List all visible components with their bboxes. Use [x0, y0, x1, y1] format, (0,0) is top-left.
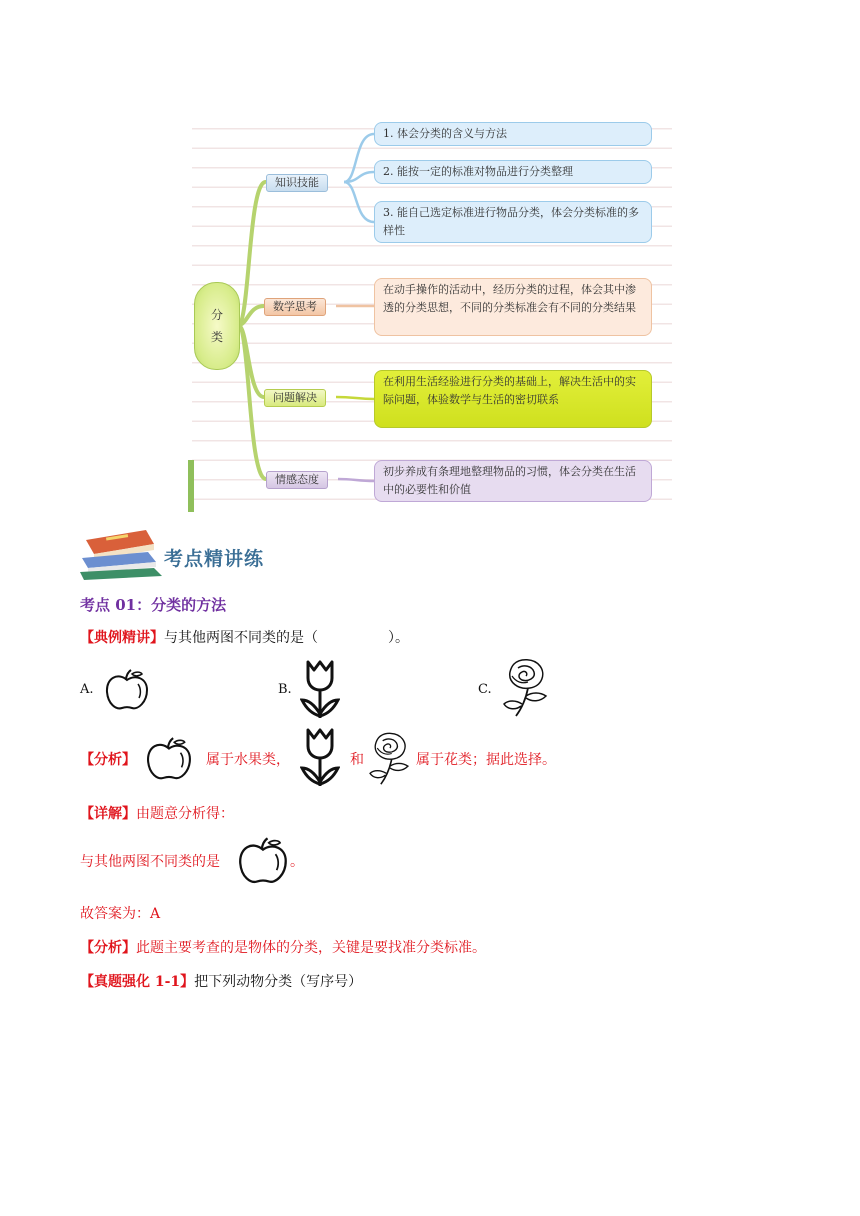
practice: [80, 972, 362, 992]
example-tag: 【典例精讲】: [80, 630, 164, 646]
rose-icon: [500, 656, 550, 718]
example-question: [80, 628, 409, 648]
tulip-icon: [300, 726, 340, 788]
tulip-icon: [300, 658, 340, 720]
analysis-part2: 和: [350, 752, 364, 768]
analysis-part3: 属于花类；据此选择。: [416, 752, 556, 768]
detail-text: 由题意分析得：: [136, 806, 234, 822]
mind-map-root: [194, 282, 240, 370]
leaf-attitude: 初步养成有条理地整理物品的习惯，体会分类在生活中的必要性和价值: [374, 460, 652, 502]
leaf-knowledge-1: 1. 体会分类的含义与方法: [374, 122, 652, 146]
leaf-problem-solving: 在利用生活经验进行分类的基础上，解决生活中的实际问题，体验数学与生活的密切联系: [374, 370, 652, 428]
apple-icon: [144, 736, 194, 782]
section-banner: [76, 524, 286, 580]
branch-math-thinking: 数学思考: [264, 298, 326, 316]
mind-map: [188, 110, 672, 512]
root-char-2: 类: [210, 330, 223, 344]
answer-text: 故答案为：A: [80, 906, 161, 922]
branch-knowledge-skills: 知识技能: [266, 174, 328, 192]
rose-icon: [366, 730, 412, 786]
leaf-knowledge-3: 3. 能自己选定标准进行物品分类，体会分类标准的多样性: [374, 201, 652, 243]
practice-tag: 【真题强化 1-1】: [80, 974, 195, 990]
practice-text: 把下列动物分类（写序号）: [194, 974, 363, 990]
root-char-1: 分: [210, 308, 223, 322]
branch-attitude: 情感态度: [266, 471, 328, 489]
detail: [80, 804, 234, 824]
analysis-2: [80, 938, 486, 958]
banner-title: 考点精讲练: [164, 548, 265, 570]
analysis-tag: 【分析】: [80, 752, 136, 768]
option-c-label: C.: [478, 682, 492, 697]
analysis-part1: 属于水果类，: [206, 752, 290, 768]
analysis-2-text: 此题主要考查的是物体的分类，关键是要找准分类标准。: [136, 940, 486, 956]
detail-line: 与其他两图不同类的是: [80, 854, 220, 870]
detail-line-end: 。: [290, 854, 304, 870]
analysis-2-tag: 【分析】: [80, 940, 136, 956]
example-question-text: 与其他两图不同类的是（ ）。: [164, 630, 409, 646]
branch-problem-solving: 问题解决: [264, 389, 326, 407]
apple-icon: [104, 668, 150, 712]
section-title: 考点 01：分类的方法: [80, 596, 227, 614]
option-a-label: A.: [80, 682, 94, 697]
leaf-knowledge-2: 2. 能按一定的标准对物品进行分类整理: [374, 160, 652, 184]
apple-icon: [236, 836, 290, 886]
leaf-math-thinking: 在动手操作的活动中，经历分类的过程，体会其中渗透的分类思想，不同的分类标准会有不同的分类结果: [374, 278, 652, 336]
option-b-label: B.: [278, 682, 292, 697]
detail-tag: 【详解】: [80, 806, 136, 822]
books-icon: [76, 524, 166, 580]
